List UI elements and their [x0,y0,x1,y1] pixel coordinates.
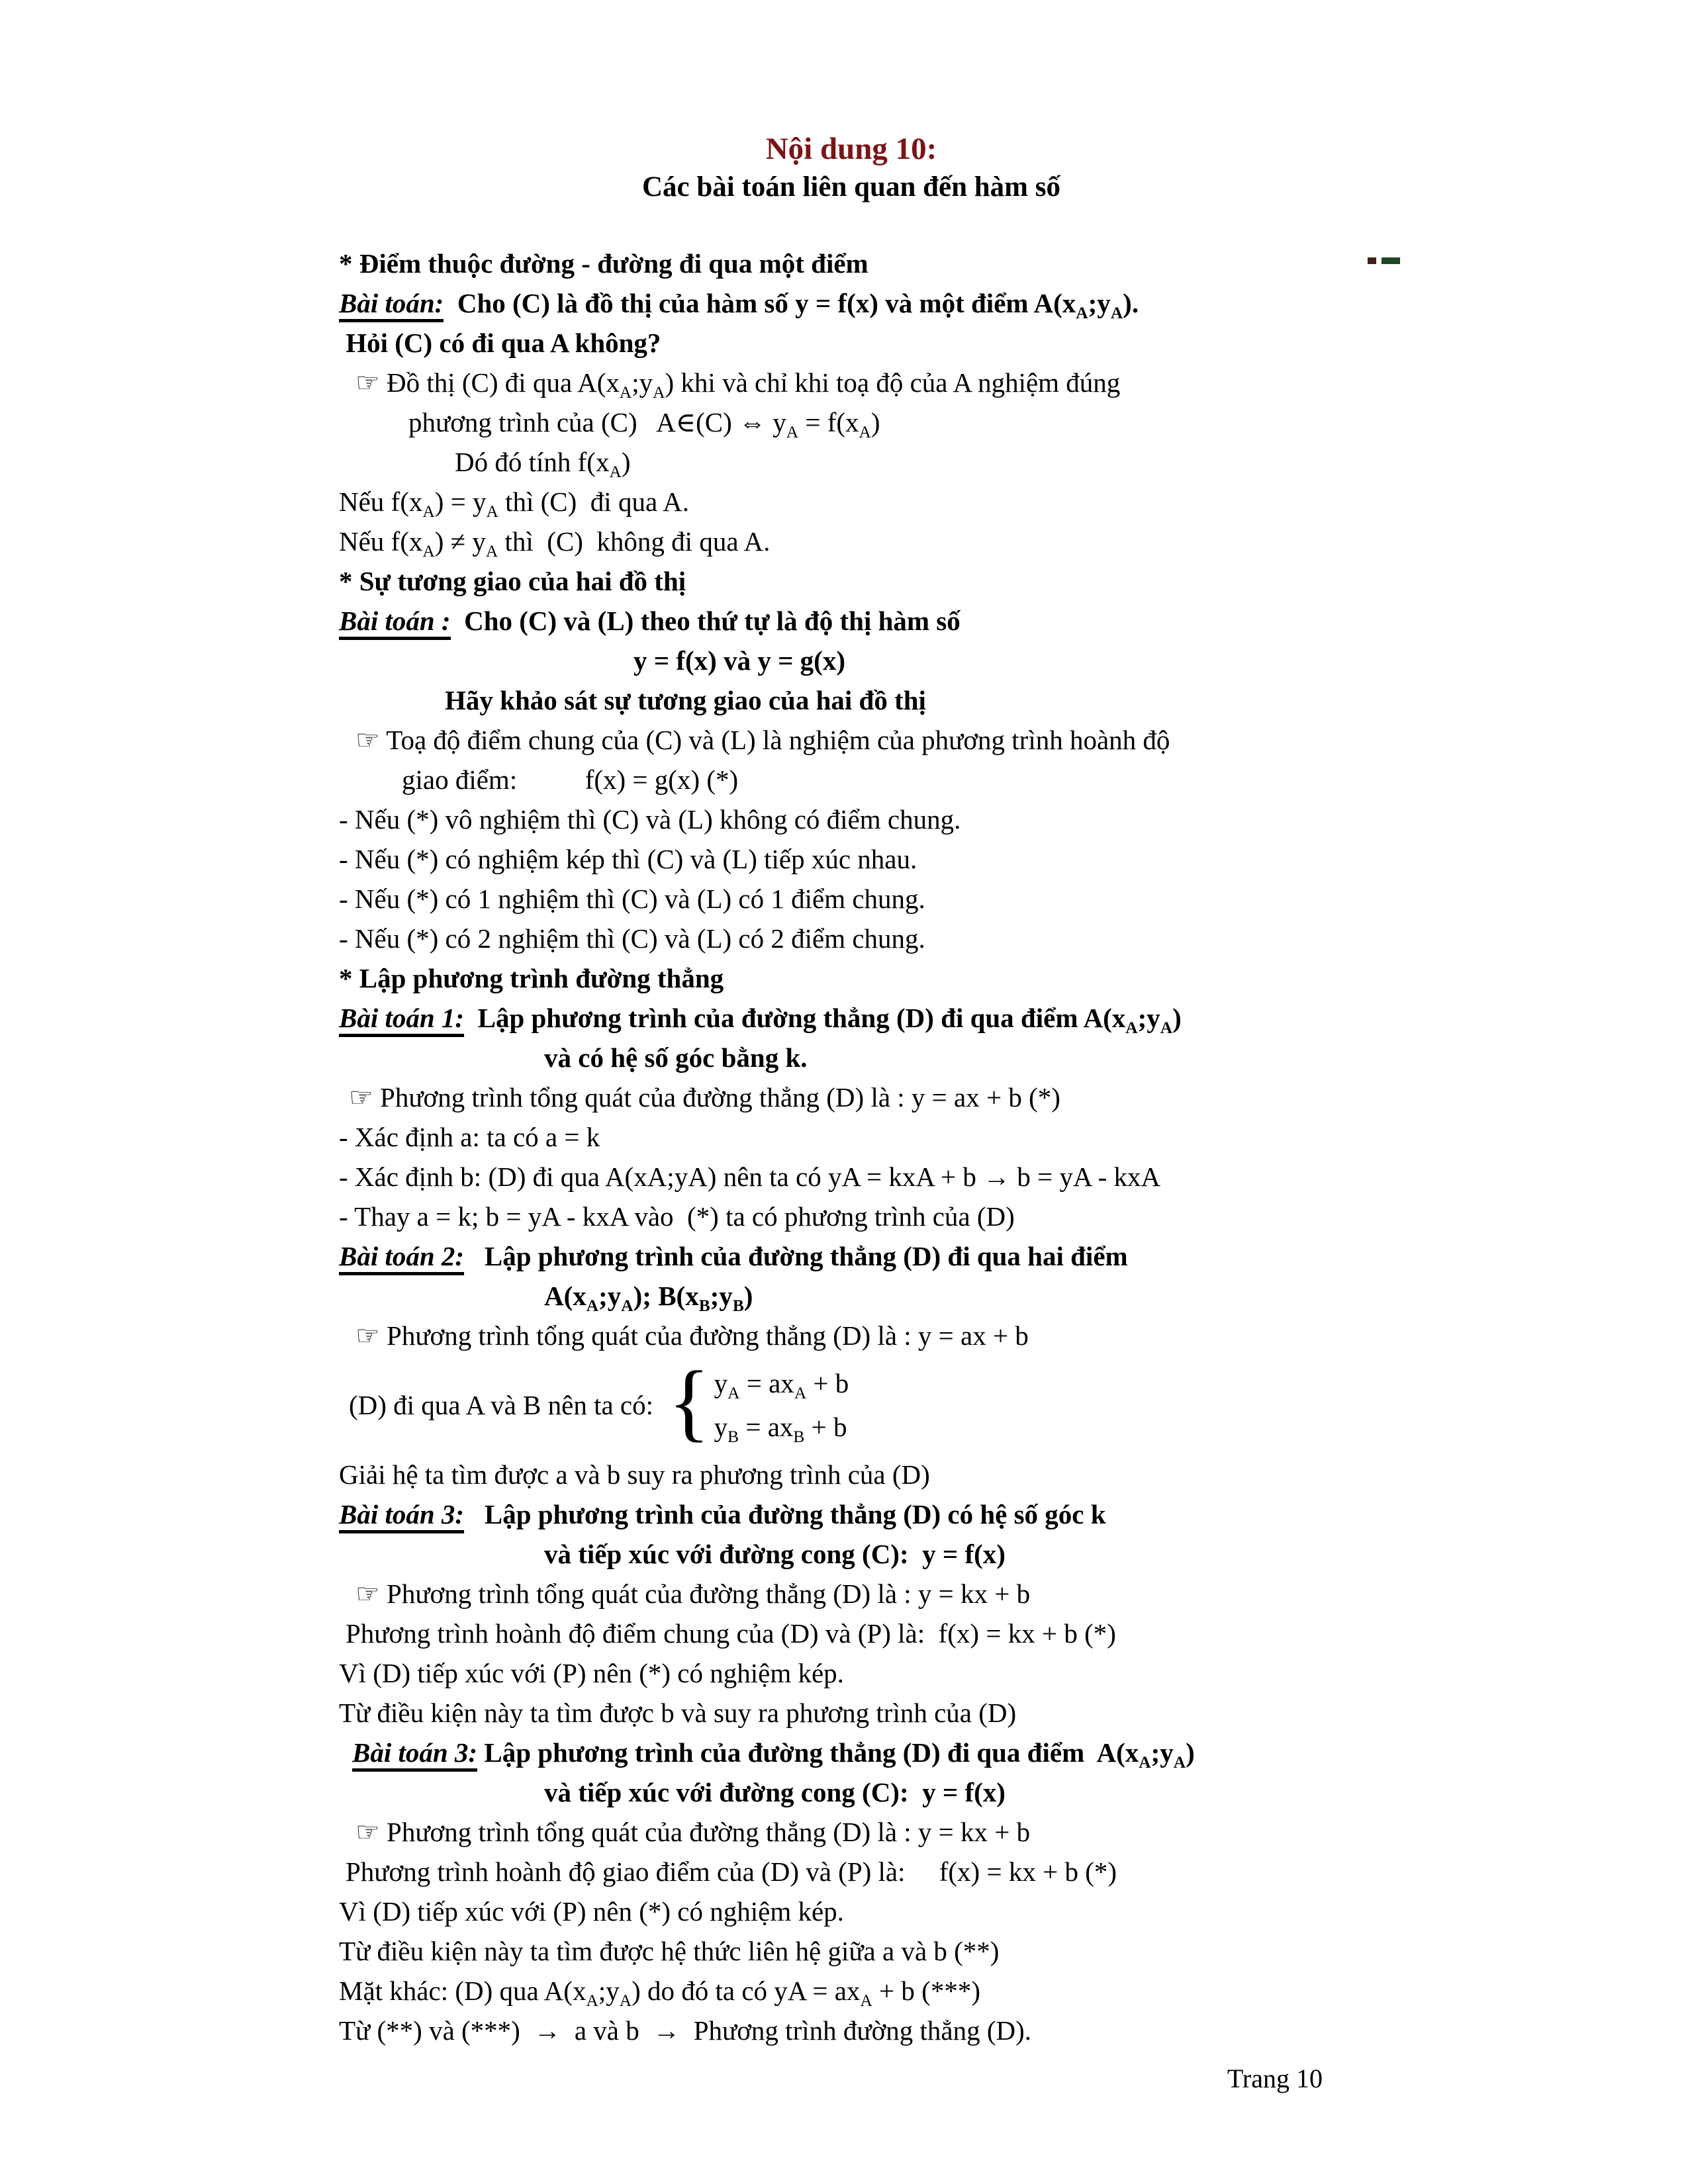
text-line: - Nếu (*) vô nghiệm thì (C) và (L) không có điểm chung. [339,804,961,835]
text-line: - Xác định a: ta có a = k [339,1122,600,1152]
subscript: A [786,423,799,442]
subscript: A [619,383,632,402]
page-title: Nội dung 10: [765,132,937,166]
text-line: - Nếu (*) có 1 nghiệm thì (C) và (L) có 1 điểm chung. [339,884,925,914]
text-line: ☞ Phương trình tổng quát của đường thẳng (D) là : y = ax + b (*) [349,1081,1060,1113]
subscript: A [619,1991,632,2011]
text-line: Phương trình hoành độ điểm chung của (D) và (P) là: f(x) = kx + b (*) [346,1618,1116,1649]
subscript: B [698,1297,710,1316]
subscript: A [1139,1753,1151,1772]
text-line: - Nếu (*) có nghiệm kép thì (C) và (L) tiếp xúc nhau. [339,844,917,874]
text-line: Bài toán: Cho (C) là đồ thị của hàm số y = f(x) và một điểm $A(x_A;y_A)$. [339,288,1139,323]
problem-label: Bài toán 3: [352,1737,477,1772]
text-line: ☞ Phương trình tổng quát của đường thẳng (D) là : y = kx + b [355,1578,1031,1610]
equation: $y_B = ax_B + b$ [714,1412,847,1447]
equations [714,1361,849,1449]
pointing-hand-icon: ☞ [355,367,380,398]
header [339,0,1364,206]
text-line: và có hệ số góc bằng k. [544,1042,808,1073]
subscript: A [586,1991,598,2011]
text-line: Giải hệ ta tìm được a và b suy ra phương trình của (D) [339,1459,930,1490]
text-line: Từ (**) và (***) → a và b → Phương trình đường thẳng (D). [339,2015,1032,2046]
subscript: A [422,542,435,561]
text-line: - Thay a = k; b = yA - kxA vào (*) ta có phương trình của (D) [339,1201,1015,1232]
text-line: Bài toán 1: Lập phương trình của đường thẳng (D) đi qua điểm $A(x_A;y_A)$ [339,1003,1182,1038]
pointing-hand-icon: ☞ [349,1081,373,1113]
equation-system-line [339,1355,1364,1455]
subscript: A [1173,1753,1186,1772]
text-line: Bài toán 3: Lập phương trình của đường thẳng (D) có hệ số góc k [339,1494,1364,1534]
subscript: A [860,1991,872,2011]
pointing-hand-icon: ☞ [355,1578,380,1610]
text-line: * Điểm thuộc đường - đường đi qua một điểm [339,248,868,279]
text-line: giao điểm: f(x) = g(x) (*) [402,764,739,795]
text-line: và tiếp xúc với đường cong (C): y = f(x) [544,1539,1006,1569]
subscript: A [609,463,622,482]
text-line: ☞ Phương trình tổng quát của đường thẳng (D) là : y = kx + b [355,1816,1031,1848]
page-subtitle: Các bài toán liên quan đến hàm số [641,171,1060,203]
text-line: - Nếu (*) có 2 nghiệm thì (C) và (L) có 2 điểm chung. [339,923,925,954]
text-line: Vì (D) tiếp xúc với (P) nên (*) có nghiệm kép. [339,1896,844,1927]
subscript: A [794,1384,807,1403]
text-line: Phương trình hoành độ giao điểm của (D) và (P) là: f(x) = kx + b (*) [346,1856,1117,1887]
text-line: Mặt khác: (D) qua $A(x_A;y_A)$ do đó ta có yA = $ax_A + b$ (***) [339,1976,980,2011]
subscript: A [1125,1019,1138,1038]
problem-label: Bài toán: [339,288,444,322]
text-line: Hỏi (C) có đi qua A không? [339,328,661,358]
subscript: A [486,502,498,522]
text-line: và tiếp xúc với đường cong (C): y = f(x) [544,1777,1006,1807]
text-line: Nếu $f(x_A) \ne y_A$ thì (C) không đi qua A. [339,526,771,561]
equation: $y_A = ax_A + b$ [714,1368,849,1403]
subscript: A [485,542,498,561]
subscript: B [727,1428,739,1447]
text-line: Dó đó tính $f(x_A)$ [455,447,631,482]
text-line: * Lập phương trình đường thẳng [339,963,724,993]
pointing-hand-icon: ☞ [355,724,380,756]
text-line: Vì (D) tiếp xúc với (P) nên (*) có nghiệm kép. [339,1658,844,1688]
text-line: Từ điều kiện này ta tìm được hệ thức liên hệ giữa a và b (**) [339,1936,1000,1966]
text-line: phương trình của (C) A∈(C) ⇔ $y_A = f(x_A)$ [408,407,880,442]
subscript: A [727,1384,740,1403]
subscript: B [793,1428,805,1447]
text-line: y = f(x) và y = g(x) [633,645,845,676]
text-line: Bài toán 2: Lập phương trình của đường thẳng (D) đi qua hai điểm [339,1236,1364,1276]
system-intro: (D) đi qua A và B nên ta có: [349,1390,661,1420]
problem-label: Bài toán : [339,606,451,640]
corner-dash-icon [1368,257,1376,264]
subscript: A [422,502,435,522]
subscript: A [586,1297,599,1316]
corner-bar-icon [1382,257,1400,264]
pointing-hand-icon: ☞ [355,1816,380,1848]
text-line: ☞ Toạ độ điểm chung của (C) và (L) là nghiệm của phương trình hoành độ [355,724,1170,756]
subscript: B [732,1297,744,1316]
problem-label: Bài toán 1: [339,1003,464,1037]
text-line: Bài toán 3: Lập phương trình của đường thẳng (D) đi qua điểm $A(x_A;y_A)$ [352,1737,1195,1772]
text-line: $A(x_A;y_A)$; $B(x_B;y_B)$ [544,1281,753,1316]
text-line: Hãy khảo sát sự tương giao của hai đồ thị [445,685,926,715]
subscript: A [859,423,871,442]
subscript: A [1110,304,1123,323]
pointing-hand-icon: ☞ [355,1320,380,1351]
problem-label: Bài toán 2: [339,1241,464,1275]
page-footer: Trang 10 [1227,2064,1323,2093]
text-line: Từ điều kiện này ta tìm được b và suy ra phương trình của (D) [339,1698,1017,1728]
brace-icon: { [668,1353,710,1450]
content-lines [339,244,1364,2050]
text-line: Nếu $f(x_A) = y_A$ thì (C) đi qua A. [339,486,689,522]
subscript: A [1076,304,1088,323]
text-line: Bài toán : Cho (C) và (L) theo thứ tự là độ thị hàm số [339,601,1364,641]
problem-label: Bài toán 3: [339,1499,464,1533]
subscript: A [653,383,665,402]
subscript: A [1160,1019,1173,1038]
corner-mark [1368,257,1400,264]
subscript: A [621,1297,633,1316]
text-line: - Xác định b: (D) đi qua A(xA;yA) nên ta có yA = kxA + b → b = yA - kxA [339,1161,1161,1192]
text-line: ☞ Phương trình tổng quát của đường thẳng (D) là : y = ax + b [355,1320,1029,1351]
text-line: * Sự tương giao của hai đồ thị [339,566,686,596]
text-line: ☞ Đồ thị (C) đi qua $A(x_A;y_A)$ khi và chỉ khi toạ độ của A nghiệm đúng [355,367,1121,402]
